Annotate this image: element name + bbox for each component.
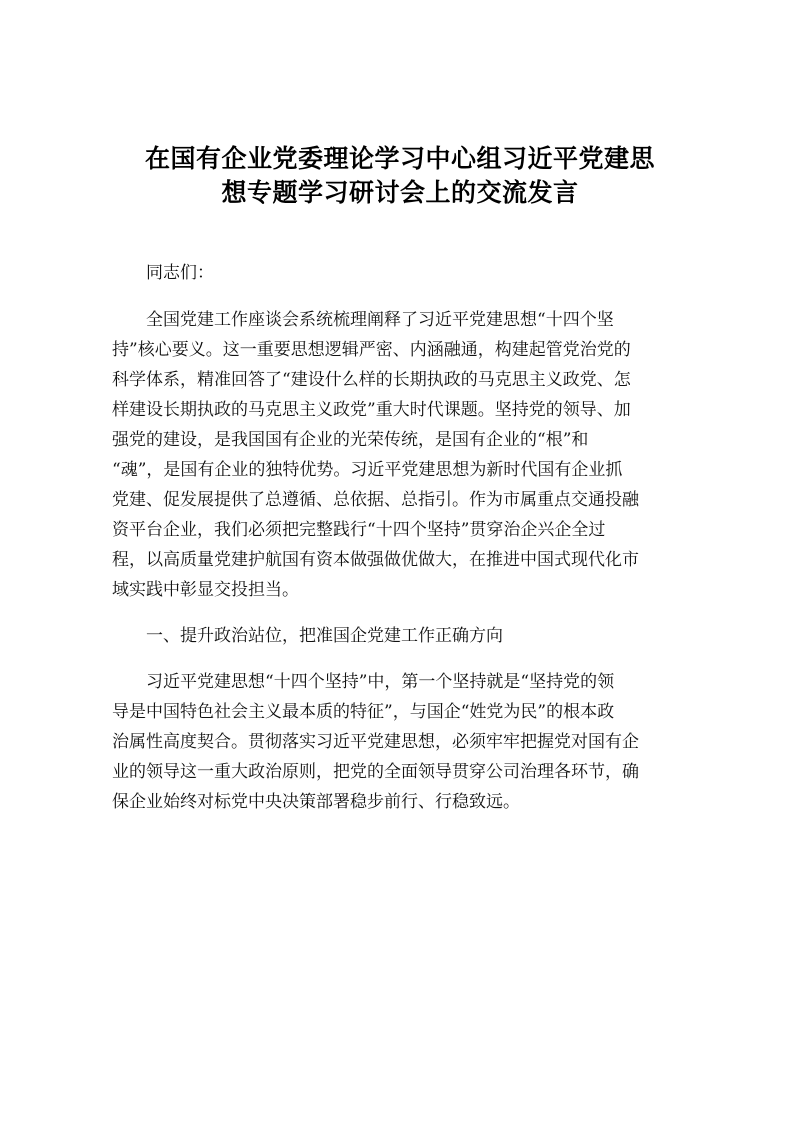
- text-line: 导是中国特色社会主义最本质的特征”，与国企“姓党为民”的根本政: [112, 702, 615, 722]
- text-line: 持”核心要义。这一重要思想逻辑严密、内涵融通，构建起管党治党的: [112, 340, 631, 360]
- document-body: [112, 258, 682, 833]
- section-heading-1: [112, 621, 682, 651]
- text-line: 治属性高度契合。贯彻落实习近平党建思想，必须牢牢把握党对国有企: [112, 732, 639, 752]
- text-line: 科学体系，精准回答了“建设什么样的长期执政的马克思主义政党、怎: [112, 370, 631, 390]
- salutation: [112, 258, 682, 288]
- text-line: 保企业始终对标党中央决策部署稳步前行、行稳致远。: [112, 792, 520, 812]
- text-line: 资平台企业，我们必须把完整践行“十四个坚持”贯穿治企兴企全过: [112, 520, 606, 540]
- paragraph-intro: [112, 305, 682, 605]
- section-heading-text: 一、提升政治站位，把准国企党建工作正确方向: [112, 626, 503, 646]
- text-line: 域实践中彰显交投担当。: [112, 580, 299, 600]
- text-line: “魂”，是国有企业的独特优势。习近平党建思想为新时代国有企业抓: [112, 460, 623, 480]
- document-title: [100, 142, 700, 210]
- text-line: 全国党建工作座谈会系统梳理阐释了习近平党建思想“十四个坚: [112, 310, 614, 330]
- text-line: 样建设长期执政的马克思主义政党”重大时代课题。坚持党的领导、加: [112, 400, 631, 420]
- salutation-text: 同志们：: [112, 263, 214, 283]
- title-line-2: 想专题学习研讨会上的交流发言: [221, 178, 579, 207]
- text-line: 程，以高质量党建护航国有资本做强做优做大，在推进中国式现代化市: [112, 550, 639, 570]
- paragraph-section-1: [112, 667, 682, 817]
- text-line: 业的领导这一重大政治原则，把党的全面领导贯穿公司治理各环节，确: [112, 762, 639, 782]
- text-line: 习近平党建思想“十四个坚持”中，第一个坚持就是“坚持党的领: [112, 672, 615, 692]
- text-line: 强党的建设，是我国国有企业的光荣传统，是国有企业的“根”和: [112, 430, 589, 450]
- text-line: 党建、促发展提供了总遵循、总依据、总指引。作为市属重点交通投融: [112, 490, 639, 510]
- title-line-1: 在国有企业党委理论学习中心组习近平党建思: [144, 144, 655, 173]
